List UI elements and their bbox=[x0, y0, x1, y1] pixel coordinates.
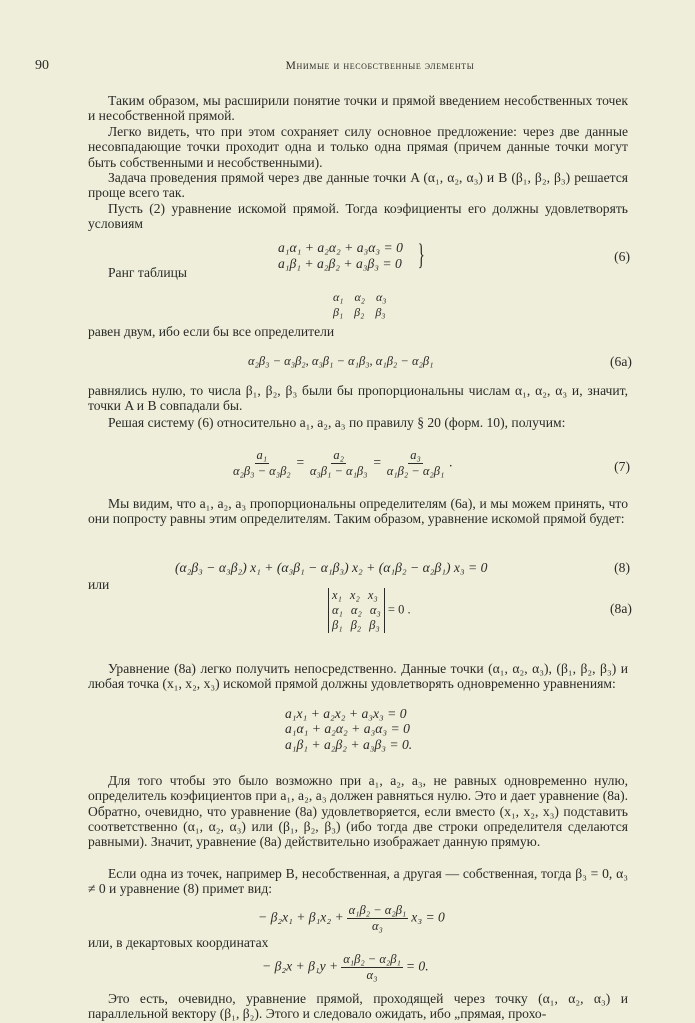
equation-projective bbox=[258, 903, 445, 934]
cell: x₂ bbox=[349, 588, 360, 602]
fraction bbox=[341, 952, 403, 983]
equation-label: (7) bbox=[614, 459, 630, 474]
determinant-8a bbox=[328, 588, 411, 633]
eq-part: = 0. bbox=[405, 958, 429, 974]
denominator: α₃ bbox=[366, 968, 378, 982]
equation-8: (α₂β₃ − α₃β₂) x₁ + (α₃β₁ − α₁β₃) x₂ + (α₁β₂ − α₂β₁) x₃ = 0 bbox=[175, 560, 488, 575]
paragraph: Для того чтобы это было возможно при a₁, a₂, a₃, не равных одновременно нулю, определитель коэфициентов при a₁, a₂, a₃ должен равняться нулю. Это и дает уравнение (8а). Обратно, очевидно, что уравнение (8а) удовлетворяется, если вместо (x₁, x₂, x₃) подставить соответственно (α₁, α₂, α₃) или (β₁, β₂, β₃) (ибо тогда две строки определителя сделаются равными). Значит, уравнение (8а) действительно изображает данную прямую. bbox=[88, 773, 628, 850]
cell: β₂ bbox=[354, 305, 365, 319]
paragraph: или, в декартовых координатах bbox=[88, 935, 269, 950]
cell: β₂ bbox=[350, 618, 362, 632]
system-line3: a₁β₁ + a₂β₂ + a₃β₃ = 0. bbox=[285, 737, 413, 752]
cell: β₁ bbox=[333, 305, 344, 319]
cell: x₃ bbox=[367, 588, 378, 602]
paragraph: Если одна из точек, например B, несобственная, а другая — собственная, тогда β₃ = 0, α₃ ≠ 0 и уравнение (8) примет вид: bbox=[88, 866, 628, 897]
fraction bbox=[308, 448, 370, 479]
cell: β₃ bbox=[369, 618, 380, 632]
det-row bbox=[332, 603, 381, 618]
numerator: a₃ bbox=[410, 448, 421, 462]
paragraph: Таким образом, мы расширили понятие точки и прямой введением несобственных точек и несобственной прямой. bbox=[88, 93, 628, 124]
paragraph: Решая систему (6) относительно a₁, a₂, a₃ по правилу § 20 (форм. 10), получим: bbox=[108, 415, 566, 430]
det-row bbox=[332, 588, 381, 603]
denominator: α₃β₁ − α₁β₃ bbox=[309, 464, 368, 478]
eq-part: x₃ = 0 bbox=[411, 909, 445, 925]
table-row bbox=[333, 305, 385, 320]
determinant bbox=[328, 588, 385, 633]
paragraph: Это есть, очевидно, уравнение прямой, проходящей через точку (α₁, α₂, α₃) и параллельной вектору (β₁, β₂). Этого и следовало ожидать, ибо „прямая, прохо- bbox=[88, 991, 628, 1022]
paragraph: равнялись нулю, то числа β₁, β₂, β₃ были бы пропорциональны числам α₁, α₂, α₃ и, значит, точки A и B совпадали бы. bbox=[88, 383, 628, 414]
equals: = bbox=[295, 454, 305, 470]
paragraph: Задача проведения прямой через две данные точки A (α₁, α₂, α₃) и B (β₁, β₂, β₃) решается проще всего так. bbox=[88, 170, 628, 201]
equation-label: (8а) bbox=[610, 601, 632, 616]
equation-cartesian bbox=[262, 952, 429, 983]
system-line2: a₁α₁ + a₂α₂ + a₃α₃ = 0 bbox=[285, 721, 410, 736]
numerator: a₂ bbox=[333, 448, 344, 462]
paragraph: Легко видеть, что при этом сохраняет силу основное предложение: через две данные несовпадающие точки проходит одна и только одна прямая (причем данные точки могут быть собственными и несобственными). bbox=[88, 124, 628, 170]
equation-label: (8) bbox=[614, 560, 630, 575]
cell: β₃ bbox=[375, 305, 386, 319]
det-row bbox=[332, 618, 381, 633]
eq-part: − β₂x + β₁y + bbox=[262, 958, 339, 974]
period: . bbox=[449, 454, 453, 470]
det-rhs: = 0 . bbox=[387, 602, 411, 617]
paragraph: Пусть (2) уравнение искомой прямой. Тогда коэфициенты его должны удовлетворять условиям bbox=[88, 201, 628, 232]
fraction bbox=[231, 448, 293, 479]
denominator: α₂β₃ − α₃β₂ bbox=[233, 464, 291, 478]
running-title: Мнимые и несобственные элементы bbox=[285, 60, 475, 72]
eq-part: − β₂x₁ + β₁x₂ + bbox=[258, 909, 344, 925]
cell: α₂ bbox=[350, 603, 362, 617]
paragraph: или bbox=[88, 577, 110, 592]
equation-7 bbox=[228, 448, 453, 479]
numerator: a₁ bbox=[256, 448, 268, 462]
equation-label: (6а) bbox=[610, 354, 632, 369]
cell: β₁ bbox=[332, 618, 343, 632]
system-line1: a₁x₁ + a₂x₂ + a₃x₃ = 0 bbox=[285, 706, 407, 721]
cell: α₂ bbox=[354, 290, 365, 304]
table-row bbox=[333, 290, 386, 305]
numerator: α₁β₂ − α₂β₁ bbox=[348, 903, 407, 917]
equation-6-line1: a₁α₁ + a₂α₂ + a₃α₃ = 0 bbox=[278, 240, 403, 255]
cell: α₃ bbox=[375, 290, 387, 304]
cell: α₃ bbox=[369, 603, 381, 617]
equation-6a: α₂β₃ − α₃β₂, α₃β₁ − α₁β₃, α₁β₂ − α₂β₁ bbox=[248, 354, 434, 368]
paragraph: Ранг таблицы bbox=[108, 265, 188, 280]
numerator: α₁β₂ − α₂β₁ bbox=[343, 952, 401, 966]
denominator: α₁β₂ − α₂β₁ bbox=[386, 464, 445, 478]
fraction bbox=[385, 448, 447, 479]
paragraph: Уравнение (8а) легко получить непосредственно. Данные точки (α₁, α₂, α₃), (β₁, β₂, β₃) и любая точка (x₁, x₂, x₃) искомой прямой должны удовлетворять одновременно уравнениям: bbox=[88, 661, 628, 692]
equation-label: (6) bbox=[614, 249, 630, 264]
brace: } bbox=[417, 238, 425, 271]
page-number: 90 bbox=[35, 58, 49, 73]
paragraph: равен двум, ибо если бы все определители bbox=[88, 324, 335, 339]
equals: = bbox=[372, 454, 382, 470]
cell: α₁ bbox=[333, 290, 344, 304]
cell: α₁ bbox=[332, 603, 343, 617]
paragraph: Мы видим, что a₁, a₂, a₃ пропорциональны определителям (6а), и мы можем принять, что они попросту равны этим определителям. Таким образом, уравнение искомой прямой будет: bbox=[88, 496, 628, 527]
cell: x₁ bbox=[332, 588, 342, 602]
denominator: α₃ bbox=[371, 919, 383, 933]
fraction bbox=[347, 903, 409, 934]
equation-6-line2: a₁β₁ + a₂β₂ + a₃β₃ = 0 bbox=[278, 256, 402, 271]
